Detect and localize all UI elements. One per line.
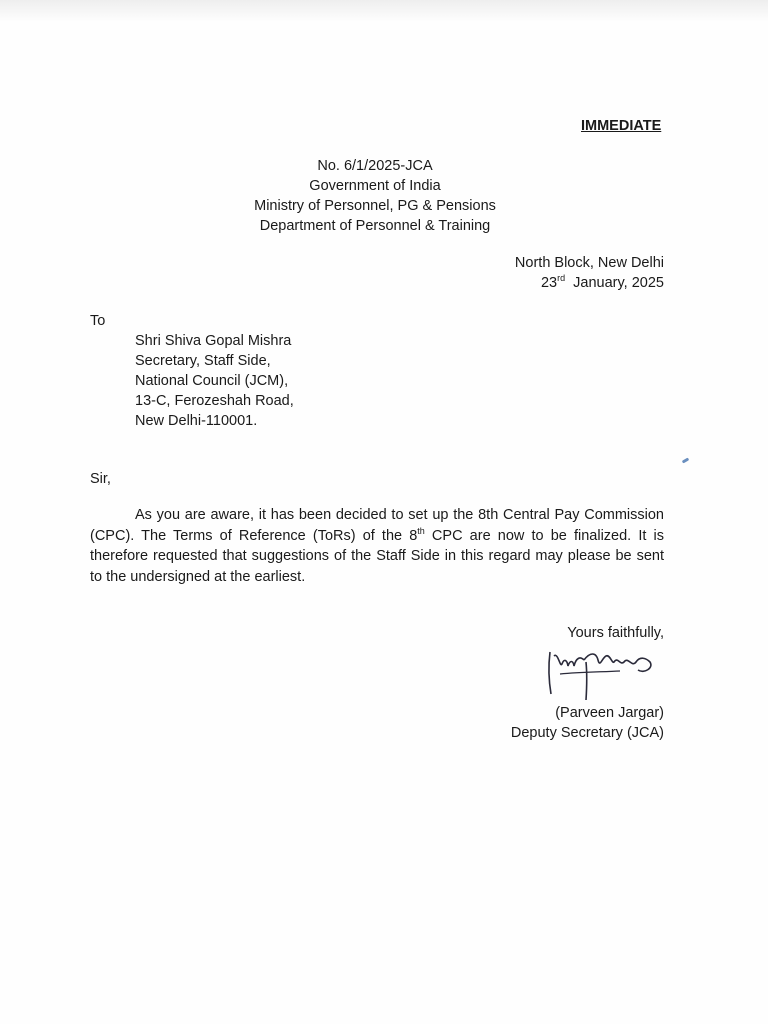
issuer-line-1: Government of India bbox=[309, 178, 441, 194]
date-month-year: January, 2025 bbox=[573, 275, 664, 291]
scan-speck bbox=[682, 457, 690, 463]
recipient-line-1: Shri Shiva Gopal Mishra bbox=[135, 333, 292, 349]
salutation: Sir, bbox=[90, 471, 111, 487]
body-text-2: CPC are now to be finalized. It is therefore requested that suggestions of the Staff Side in this regard may please be sent to the undersigned at the earliest. bbox=[90, 527, 664, 585]
recipient-line-2: Secretary, Staff Side, bbox=[135, 353, 271, 369]
file-number: No. 6/1/2025-JCA bbox=[317, 158, 433, 174]
signatory-name: (Parveen Jargar) bbox=[555, 705, 664, 721]
date bbox=[541, 273, 664, 293]
letterhead bbox=[230, 156, 520, 240]
scan-shadow bbox=[0, 0, 768, 22]
issuer-line-2: Ministry of Personnel, PG & Pensions bbox=[254, 198, 496, 214]
date-day-suffix: rd bbox=[557, 273, 566, 283]
body-superscript: th bbox=[417, 525, 425, 536]
recipient-line-4: 13-C, Ferozeshah Road, bbox=[135, 393, 294, 409]
signatory-designation: Deputy Secretary (JCA) bbox=[510, 725, 664, 741]
recipient-line-5: New Delhi-110001. bbox=[135, 413, 258, 429]
issuer-line-3: Department of Personnel & Training bbox=[259, 218, 491, 234]
place: North Block, New Delhi bbox=[514, 255, 664, 271]
body-paragraph bbox=[90, 505, 664, 587]
body-text-1: As you are aware, it has been decided to set up the 8th Central Pay Commission (CPC). The Terms of Reference (ToRs) of the 8 bbox=[90, 507, 664, 544]
to-label: To bbox=[90, 313, 106, 329]
closing: Yours faithfully, bbox=[567, 625, 664, 641]
recipient-line-3: National Council (JCM), bbox=[135, 373, 289, 389]
priority-label: IMMEDIATE bbox=[581, 118, 662, 134]
handwritten-signature bbox=[540, 638, 690, 700]
date-day: 23 bbox=[540, 275, 558, 291]
